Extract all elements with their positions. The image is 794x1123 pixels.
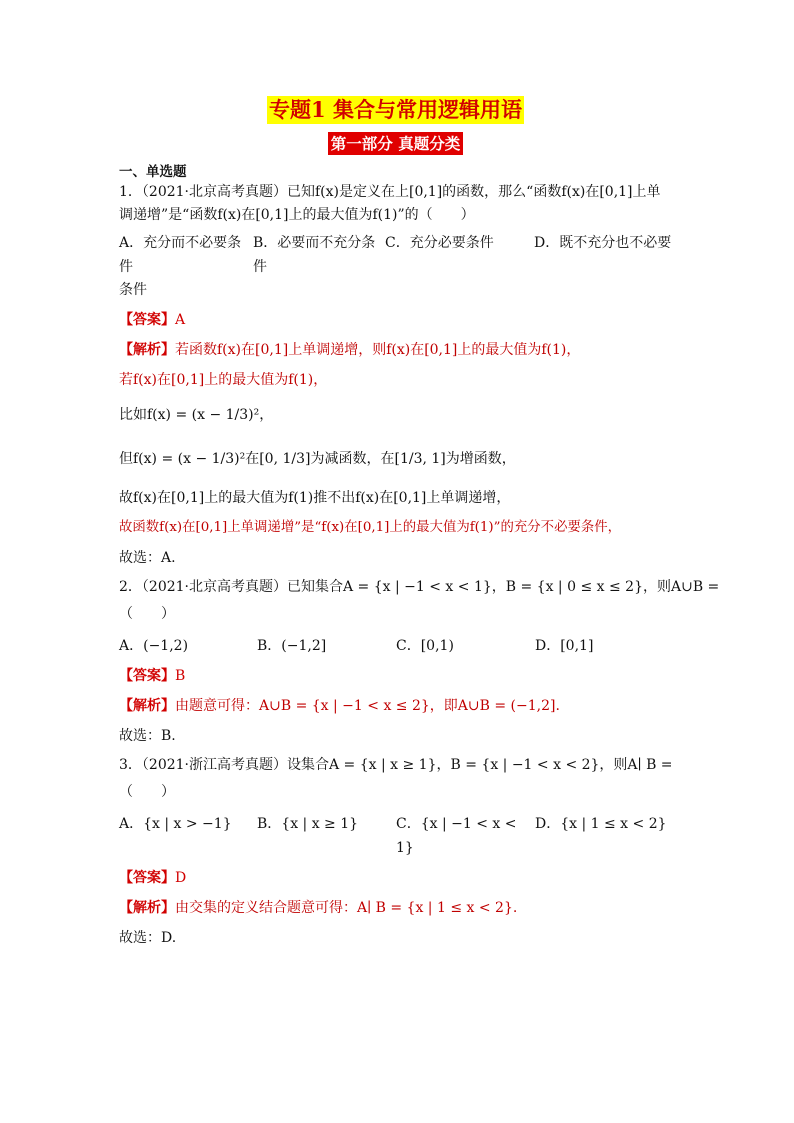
- question-3-stem-line-2: （ ）: [119, 784, 175, 800]
- option-b: B．必要而不充分条件: [253, 235, 376, 275]
- analysis-text: 若函数f(x)在[0,1]上单调递增，则f(x)在[0,1]上的最大值为f(1)，: [175, 342, 581, 358]
- question-1-conclusion: 故选：A.: [119, 550, 176, 566]
- question-2-stem-line-2: （ ）: [119, 606, 175, 622]
- question-1-stem-line-2: 调递增”是“函数f(x)在[0,1]上的最大值为f(1)”的（ ）: [119, 207, 475, 223]
- page-subtitle: 第一部分 真题分类: [328, 132, 463, 155]
- answer-tag: 【答案】: [119, 312, 175, 328]
- answer-tag: 【答案】: [119, 668, 175, 684]
- analysis-tag: 【解析】: [119, 342, 175, 358]
- option-a: A．充分而不必要条件: [119, 235, 242, 275]
- option-a: A．{x | x > −1}: [119, 816, 232, 832]
- subtitle-block: [119, 132, 672, 155]
- question-2-analysis: [119, 694, 672, 718]
- question-1-analysis-line-1: [119, 338, 672, 362]
- section-heading: 一、单选题: [119, 164, 187, 180]
- answer-tag: 【答案】: [119, 870, 175, 886]
- option-d: D．既不充分也不必要: [534, 235, 672, 251]
- question-2-answer: [119, 664, 672, 688]
- analysis-tag: 【解析】: [119, 698, 175, 714]
- question-1-analysis-line-6: 故函数f(x)在[0,1]上单调递增”是“f(x)在[0,1]上的最大值为f(1)”的充分不必要条件，: [119, 520, 622, 535]
- option-b: B．(−1,2]: [257, 638, 327, 654]
- answer-value: B: [175, 668, 186, 684]
- question-1: [119, 181, 672, 570]
- question-1-options: [119, 231, 672, 279]
- analysis-text: 但f(x) = (x − 1/3)²在[0, 1/3]为减函数，在[1/3, 1]为增函数，: [119, 451, 516, 467]
- option-d: D．[0,1]: [535, 638, 594, 654]
- question-2-stem-line-1: 2．（2021·北京高考真题）已知集合A = {x | −1 < x < 1}，B = {x | 0 ≤ x ≤ 2}，则A∪B =: [119, 579, 720, 595]
- option-d: D．{x | 1 ≤ x < 2}: [535, 816, 667, 832]
- title-block: [119, 96, 672, 124]
- analysis-tag: 【解析】: [119, 900, 175, 916]
- answer-value: D: [175, 870, 187, 886]
- option-b: B．{x | x ≥ 1}: [257, 816, 359, 832]
- question-3-answer: [119, 866, 672, 890]
- page-title: 专题1 集合与常用逻辑用语: [269, 97, 522, 122]
- question-3-stem-line-1: 3．（2021·浙江高考真题）设集合A = {x | x ≥ 1}，B = {x | −1 < x < 2}，则A∣ B =: [119, 757, 673, 773]
- question-1-analysis-line-5: [119, 486, 672, 510]
- question-1-analysis-line-2: 若f(x)在[0,1]上的最大值为f(1)，: [119, 372, 328, 388]
- question-3: [119, 754, 672, 950]
- option-c: C．{x | −1 < x < 1}: [396, 816, 517, 856]
- question-1-answer: [119, 308, 672, 332]
- question-1-analysis-line-3: 比如f(x) = (x − 1/3)²，: [119, 407, 274, 423]
- option-c: C．[0,1): [396, 638, 454, 654]
- question-3-analysis: [119, 896, 672, 920]
- option-d-continued: 条件: [119, 282, 147, 298]
- question-2: [119, 576, 720, 748]
- answer-value: A: [175, 312, 186, 328]
- question-3-options: [119, 812, 672, 860]
- analysis-text: 由交集的定义结合题意可得：A∣ B = {x | 1 ≤ x < 2}.: [175, 900, 518, 916]
- question-3-conclusion: 故选：D.: [119, 930, 177, 946]
- question-2-options: [119, 634, 672, 658]
- analysis-text: 由题意可得：A∪B = {x | −1 < x ≤ 2}，即A∪B = (−1,2].: [175, 698, 560, 714]
- question-2-conclusion: 故选：B.: [119, 728, 176, 744]
- analysis-text: 故f(x)在[0,1]上的最大值为f(1)推不出f(x)在[0,1]上单调递增，: [119, 490, 511, 506]
- question-1-analysis-line-4: [119, 438, 672, 480]
- option-a: A．(−1,2): [119, 638, 189, 654]
- option-c: C．充分必要条件: [385, 235, 494, 251]
- question-1-stem-line-1: 1．（2021·北京高考真题）已知f(x)是定义在上[0,1]的函数，那么“函数f(x)在[0,1]上单: [119, 184, 661, 200]
